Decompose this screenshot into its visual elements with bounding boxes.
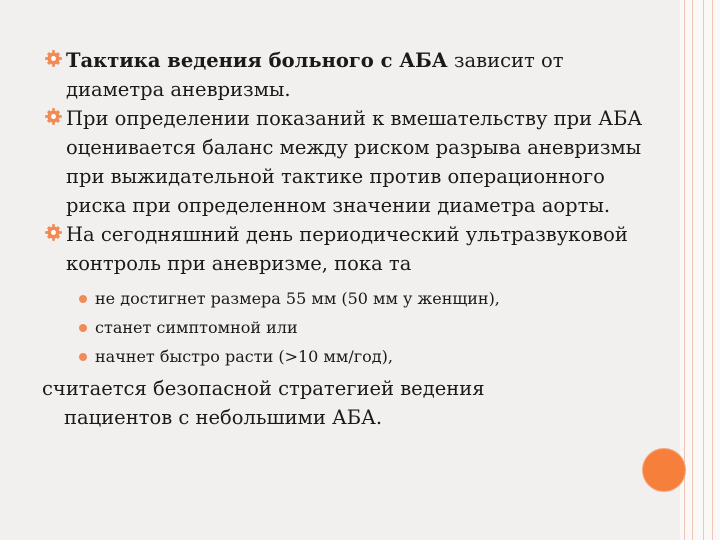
bullet-text: На сегодняшний день периодический ультразвуковой контроль при аневризме, пока та (66, 223, 628, 275)
closing-line: пациентов с небольшими АБА. (64, 406, 383, 429)
frame-line (712, 0, 713, 540)
decorative-frame (680, 0, 720, 540)
slide-content (44, 46, 644, 432)
sub-item-text: станет симптомной или (95, 318, 298, 337)
frame-line (703, 0, 704, 540)
bullet-text: зависит от диаметра аневризмы. (66, 49, 564, 101)
frame-line (684, 0, 685, 540)
bullet-item (44, 46, 644, 104)
dot-icon (79, 324, 87, 332)
accent-circle (643, 449, 685, 491)
dot-icon (79, 353, 87, 361)
sub-list-item (79, 284, 644, 313)
bullet-item (44, 220, 644, 278)
closing-line: считается безопасной стратегией ведения (42, 377, 485, 400)
sub-item-text: не достигнет размера 55 мм (50 мм у женщин), (95, 289, 500, 308)
gear-icon (44, 107, 63, 126)
bullet-text: При определении показаний к вмешательству при АБА оценивается баланс между риском разрыва аневризмы при выжидательной тактике против операционного риска при определенном значении диаметра аорты. (66, 107, 643, 217)
gear-icon (44, 49, 63, 68)
bullet-strong-text: Тактика ведения больного с АБА (66, 49, 448, 72)
closing-paragraph (42, 374, 644, 432)
sub-list-item (79, 313, 644, 342)
frame-line (692, 0, 693, 540)
sub-item-text: начнет быстро расти (>10 мм/год), (95, 347, 393, 366)
gear-icon (44, 223, 63, 242)
sub-list (79, 284, 644, 371)
sub-list-item (79, 342, 644, 371)
bullet-item (44, 104, 644, 220)
dot-icon (79, 295, 87, 303)
